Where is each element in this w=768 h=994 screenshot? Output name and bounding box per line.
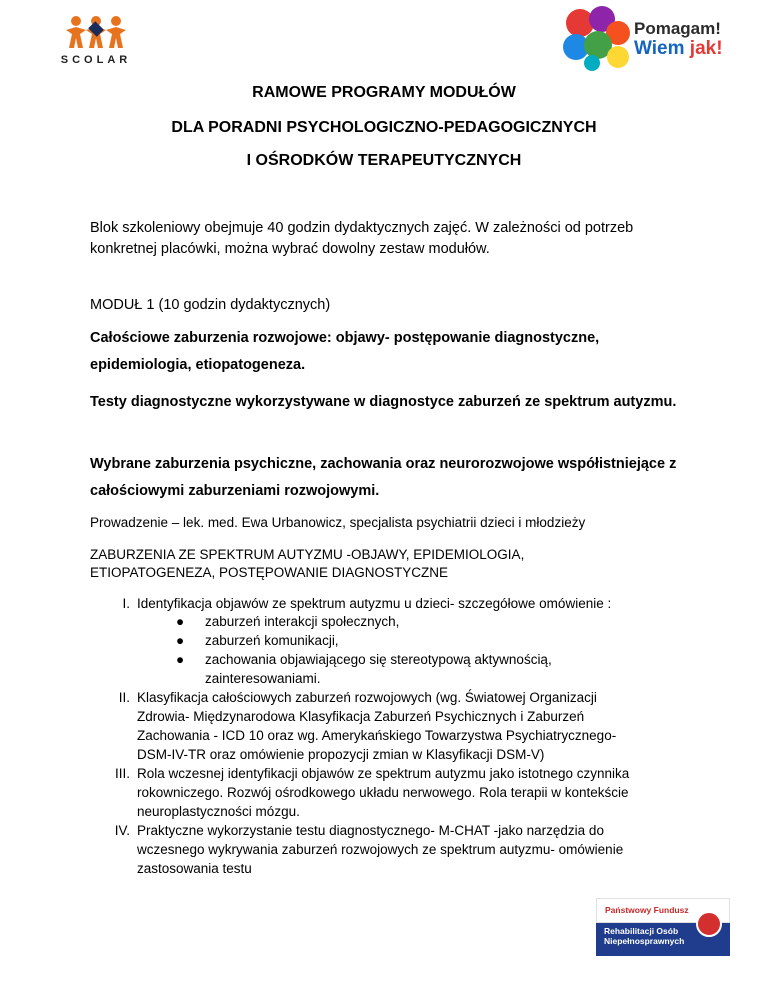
colorful-hands-icon (562, 5, 632, 71)
pomagam-logo (562, 5, 758, 73)
bullet-item-1: zaburzeń interakcji społecznych, (205, 614, 400, 629)
jak-text: jak! (689, 38, 723, 59)
item-number-1: I. (122, 596, 130, 611)
topic-3: Wybrane zaburzenia psychiczne, zachowania oraz neurorozwojowe współistniejące z całościowymi zaburzeniami rozwojowymi. (90, 456, 677, 499)
bullet-item-3: zachowania objawiającego się stereotypową aktywnością, zainteresowaniami. (205, 652, 552, 686)
topic-1: Całościowe zaburzenia rozwojowe: objawy- postępowanie diagnostyczne, epidemiologia, etiopatogeneza. (90, 330, 600, 373)
scolar-logo (50, 14, 142, 70)
item-text-1: Identyfikacja objawów ze spektrum autyzmu u dzieci- szczegółowe omówienie : (137, 596, 612, 611)
section-heading: ZABURZENIA ZE SPEKTRUM AUTYZMU -OBJAWY, EPIDEMIOLOGIA, ETIOPATOGENEZA, POSTĘPOWANIE DIAGNOSTYCZNE (90, 547, 525, 580)
pfron-name-2: Rehabilitacji Osób Niepełnosprawnych (604, 926, 685, 946)
bullet-icon: ● (176, 614, 185, 629)
title-line-2: DLA PORADNI PSYCHOLOGICZNO-PEDAGOGICZNYCH (171, 119, 597, 136)
item-text-4: Praktyczne wykorzystanie testu diagnostycznego- M-CHAT -jako narzędzia do wczesnego wykrywania zaburzeń rozwojowych ze spektrum autyzmu- omówienie zastosowania testu (137, 823, 624, 876)
intro-paragraph: Blok szkoleniowy obejmuje 40 godzin dydaktycznych zajęć. W zależności od potrzeb konkretnej placówki, można wybrać dowolny zestaw modułów. (90, 220, 634, 257)
pfron-circle-icon (696, 911, 722, 937)
item-number-4: IV. (114, 823, 130, 838)
title-line-3: I OŚRODKÓW TERAPEUTYCZNYCH (246, 152, 522, 169)
lecturer-line: Prowadzenie – lek. med. Ewa Urbanowicz, specjalista psychiatrii dzieci i młodzieży (90, 515, 586, 530)
module-heading: MODUŁ 1 (10 godzin dydaktycznych) (90, 297, 331, 313)
bullet-icon: ● (176, 652, 185, 667)
scolar-wordmark: SCOLAR (60, 54, 132, 66)
wiem-jak-text (634, 38, 723, 60)
bullet-icon: ● (176, 633, 185, 648)
pomagam-text: Pomagam! (634, 19, 721, 38)
item-number-2: II. (118, 690, 130, 705)
topic-2: Testy diagnostyczne wykorzystywane w diagnostyce zaburzeń ze spektrum autyzmu. (90, 394, 677, 410)
pfron-name-1: Państwowy Fundusz (605, 905, 689, 915)
item-text-3: Rola wczesnej identyfikacji objawów ze spektrum autyzmu jako istotnego czynnika rokowniczego. Rozwój ośrodkowego układu nerwowego. Rola terapii w kontekście neuroplastyczności mózgu. (137, 766, 630, 819)
wiem-text: Wiem (634, 38, 690, 59)
scolar-figures-icon (50, 14, 142, 54)
bullet-item-2: zaburzeń komunikacji, (205, 633, 339, 648)
item-text-2: Klasyfikacja całościowych zaburzeń rozwojowych (wg. Światowej Organizacji Zdrowia- Międzynarodowa Klasyfikacja Zaburzeń Psychicznych i Zaburzeń Zachowania - ICD 10 oraz wg. Amerykańskiego Towarzystwa Psychiatrycznego- DSM-IV-TR oraz omówienie propozycji zmian w Klasyfikacji DSM-V) (137, 690, 617, 762)
title-line-1: RAMOWE PROGRAMY MODUŁÓW (252, 84, 516, 101)
pfron-logo (596, 898, 730, 956)
item-number-3: III. (114, 766, 130, 781)
